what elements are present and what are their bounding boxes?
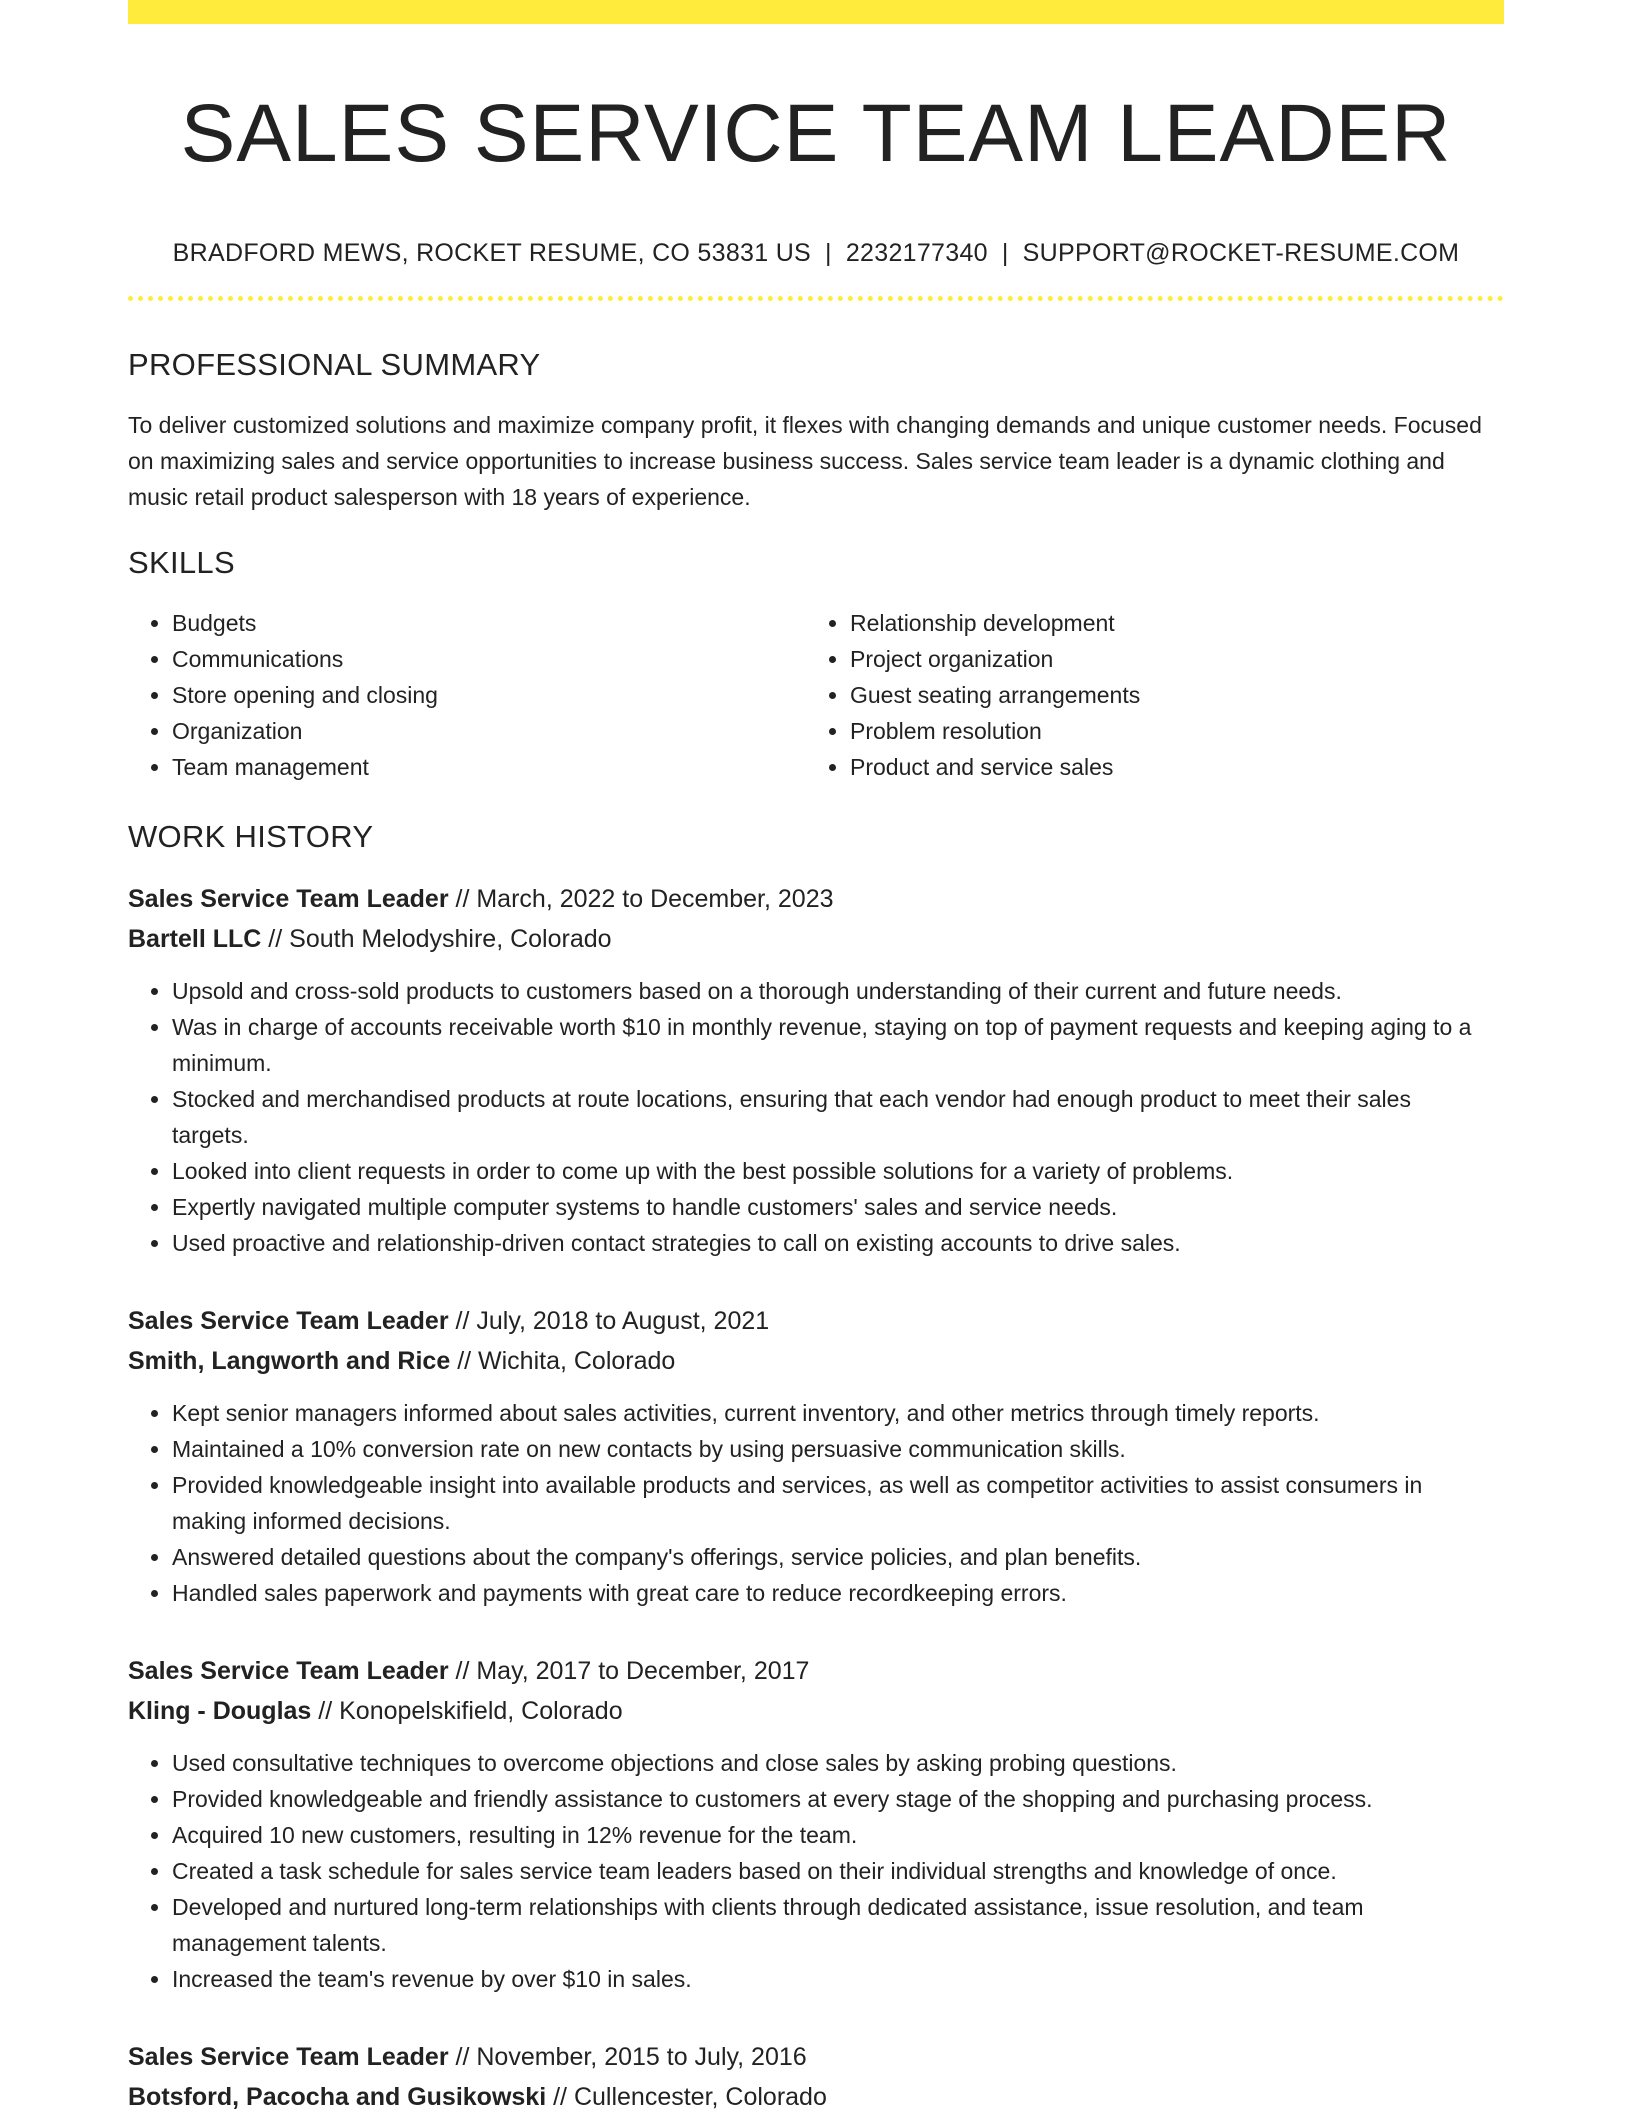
contact-separator: |	[1001, 239, 1009, 267]
skills-heading: SKILLS	[128, 545, 235, 580]
job-bullet: • Kept senior managers informed about sales activities, current inventory, and other metrics through timely reports.	[172, 1395, 1504, 1431]
job-bullet: • Developed and nurtured long-term relationships with clients through dedicated assistance, issue resolution, and team management talents.	[172, 1889, 1504, 1961]
skills-column-right	[806, 605, 1484, 785]
job-location: // Konopelskifield, Colorado	[311, 1697, 623, 1725]
job-entry	[128, 1651, 1504, 1997]
skill-item: • Communications	[172, 641, 806, 677]
skill-item: • Product and service sales	[850, 749, 1484, 785]
job-location: // Cullencester, Colorado	[546, 2083, 827, 2111]
job-bullet: • Upsold and cross-sold products to customers based on a thorough understanding of their current and future needs.	[172, 973, 1504, 1009]
job-bullet: • Provided knowledgeable insight into available products and services, as well as competitor activities to assist consumers in making informed decisions.	[172, 1467, 1504, 1539]
skill-item: • Store opening and closing	[172, 677, 806, 713]
job-dates: // May, 2017 to December, 2017	[448, 1657, 810, 1685]
skill-item: • Relationship development	[850, 605, 1484, 641]
skill-item: • Project organization	[850, 641, 1484, 677]
contact-email: SUPPORT@ROCKET-RESUME.COM	[1022, 239, 1460, 267]
job-entry	[128, 879, 1504, 1261]
job-role-line	[128, 879, 1504, 919]
job-bullet: • Used consultative techniques to overcome objections and close sales by asking probing questions.	[172, 1745, 1504, 1781]
job-company: Smith, Langworth and Rice	[128, 1347, 451, 1375]
job-company: Kling - Douglas	[128, 1697, 312, 1725]
job-role-line	[128, 1301, 1504, 1341]
job-dates: // July, 2018 to August, 2021	[448, 1307, 770, 1335]
job-entry	[128, 1301, 1504, 1611]
job-dates: // March, 2022 to December, 2023	[448, 885, 834, 913]
skill-item: • Team management	[172, 749, 806, 785]
job-bullet: • Was in charge of accounts receivable worth $10 in monthly revenue, staying on top of payment requests and keeping aging to a minimum.	[172, 1009, 1504, 1081]
job-entry	[128, 2037, 1504, 2117]
job-bullet: • Created a task schedule for sales service team leaders based on their individual strengths and knowledge of once.	[172, 1853, 1504, 1889]
job-bullet: • Maintained a 10% conversion rate on new contacts by using persuasive communication skills.	[172, 1431, 1504, 1467]
job-bullets	[128, 1395, 1504, 1611]
top-accent-bar	[128, 0, 1504, 24]
job-company: Bartell LLC	[128, 925, 262, 953]
job-company-line	[128, 1691, 1504, 1731]
job-role: Sales Service Team Leader	[128, 1657, 449, 1685]
job-role: Sales Service Team Leader	[128, 1307, 449, 1335]
job-bullet: • Looked into client requests in order to come up with the best possible solutions for a variety of problems.	[172, 1153, 1504, 1189]
job-role: Sales Service Team Leader	[128, 2043, 449, 2071]
resume-page	[128, 0, 1504, 2117]
contact-address: BRADFORD MEWS, ROCKET RESUME, CO 53831 US	[172, 239, 812, 267]
job-role-line	[128, 1651, 1504, 1691]
job-location: // South Melodyshire, Colorado	[261, 925, 612, 953]
job-bullets	[128, 973, 1504, 1261]
skill-item: • Problem resolution	[850, 713, 1484, 749]
job-company-line	[128, 1341, 1504, 1381]
dotted-divider	[128, 296, 1504, 301]
job-company-line	[128, 919, 1504, 959]
job-bullet: • Answered detailed questions about the company's offerings, service policies, and plan benefits.	[172, 1539, 1504, 1575]
job-bullet: • Stocked and merchandised products at route locations, ensuring that each vendor had enough product to meet their sales targets.	[172, 1081, 1504, 1153]
job-dates: // November, 2015 to July, 2016	[448, 2043, 807, 2071]
skill-item: • Organization	[172, 713, 806, 749]
skill-item: • Budgets	[172, 605, 806, 641]
job-role-line	[128, 2037, 1504, 2077]
contact-line	[128, 238, 1504, 268]
work-history-heading: WORK HISTORY	[128, 819, 374, 854]
job-bullets	[128, 1745, 1504, 1997]
job-bullet: • Used proactive and relationship-driven contact strategies to call on existing accounts to drive sales.	[172, 1225, 1504, 1261]
contact-separator: |	[825, 239, 832, 267]
resume-title: SALES SERVICE TEAM LEADER	[180, 88, 1452, 179]
job-bullet: • Handled sales paperwork and payments with great care to reduce recordkeeping errors.	[172, 1575, 1504, 1611]
job-location: // Wichita, Colorado	[450, 1347, 676, 1375]
contact-phone: 2232177340	[845, 239, 988, 267]
job-bullet: • Provided knowledgeable and friendly assistance to customers at every stage of the shopping and purchasing process.	[172, 1781, 1504, 1817]
skills-list	[128, 605, 1504, 785]
skill-item: • Guest seating arrangements	[850, 677, 1484, 713]
skills-column-left	[128, 605, 806, 785]
job-company: Botsford, Pacocha and Gusikowski	[128, 2083, 547, 2111]
job-role: Sales Service Team Leader	[128, 885, 449, 913]
job-bullet: • Expertly navigated multiple computer systems to handle customers' sales and service needs.	[172, 1189, 1504, 1225]
job-bullet: • Acquired 10 new customers, resulting in 12% revenue for the team.	[172, 1817, 1504, 1853]
job-company-line	[128, 2077, 1504, 2117]
summary-text: To deliver customized solutions and maximize company profit, it flexes with changing demands and unique customer needs. Focused on maximizing sales and service opportunities to increase business success. Sales service team leader is a dynamic clothing and music retail product salesperson with 18 years of experience.	[128, 412, 1482, 510]
summary-heading: PROFESSIONAL SUMMARY	[128, 347, 541, 382]
job-bullet: • Increased the team's revenue by over $10 in sales.	[172, 1961, 1504, 1997]
